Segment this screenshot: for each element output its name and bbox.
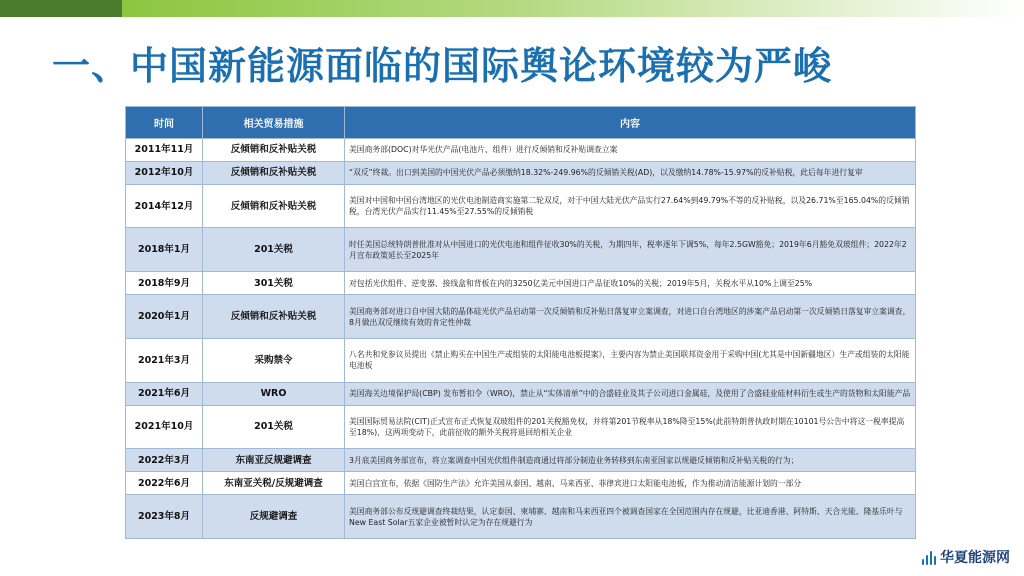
- row-content: “双反”终裁。出口到美国的中国光伏产品必须缴纳18.32%-249.96%的反倾销关税(AD)，以及缴纳14.78%-15.97%的反补贴税，此后每年进行复审: [345, 161, 916, 184]
- row-time: 2021年3月: [126, 338, 203, 382]
- table-row: [126, 449, 916, 472]
- header-measure: 相关贸易措施: [203, 107, 345, 139]
- row-time: 2012年10月: [126, 161, 203, 184]
- logo-signal-icon: [922, 549, 936, 565]
- row-content: 美国商务部公布反规避调查终裁结果，认定泰国、柬埔寨、越南和马来西亚四个被调查国家在全国范围内存在规避，比亚迪香港、阿特斯、天合光能、隆基乐叶与New East Solar五家企业被暂时认定为存在规避行为: [345, 495, 916, 539]
- top-accent-bar-gradient: [122, 0, 1024, 17]
- row-time: 2022年6月: [126, 472, 203, 495]
- table-row: [126, 405, 916, 449]
- row-content: 美国商务部对进口自中国大陆的晶体硅光伏产品启动第一次反倾销和反补贴日落复审立案调查，对进口自台湾地区的涉案产品启动第一次反倾销日落复审立案调查，8月做出双反继续有效的肯定性仲裁: [345, 295, 916, 339]
- row-measure: WRO: [203, 382, 345, 405]
- row-time: 2021年6月: [126, 382, 203, 405]
- row-content: 美国对中国和中国台湾地区的光伏电池制造商实施第二轮双反，对于中国大陆光伏产品实行27.64%到49.79%不等的反补贴税，以及26.71%至165.04%的反倾销税，台湾光伏产品实行11.45%至27.55%的反倾销税: [345, 184, 916, 228]
- table-row: [126, 382, 916, 405]
- row-measure: 采购禁令: [203, 338, 345, 382]
- row-content: 美国白宫宣布，依据《国防生产法》允许美国从泰国、越南、马来西亚、菲律宾进口太阳能电池板，作为推动清洁能源计划的一部分: [345, 472, 916, 495]
- table-row: [126, 161, 916, 184]
- table-row: [126, 228, 916, 272]
- table-row: [126, 472, 916, 495]
- slide-title: 一、中国新能源面临的国际舆论环境较为严峻: [52, 44, 833, 88]
- row-content: 美国商务部(DOC)对华光伏产品(电池片、组件）进行反倾销和反补贴调查立案: [345, 139, 916, 162]
- row-measure: 301关税: [203, 272, 345, 295]
- logo-text: 华夏能源网: [940, 550, 1010, 566]
- row-content: 对包括光伏组件、逆变器、接线盒和背板在内的3250亿美元中国进口产品征收10%的关税；2019年5月，关税水平从10%上调至25%: [345, 272, 916, 295]
- row-measure: 东南亚关税/反规避调查: [203, 472, 345, 495]
- row-measure: 反规避调查: [203, 495, 345, 539]
- row-measure: 201关税: [203, 228, 345, 272]
- table-header-row: [126, 107, 916, 139]
- table-row: [126, 295, 916, 339]
- trade-measures-table: [125, 106, 916, 539]
- header-time: 时间: [126, 107, 203, 139]
- row-time: 2021年10月: [126, 405, 203, 449]
- row-measure: 反倾销和反补贴关税: [203, 184, 345, 228]
- trade-measures-table-container: [125, 106, 915, 539]
- row-measure: 201关税: [203, 405, 345, 449]
- table-row: [126, 184, 916, 228]
- row-content: 3月底美国商务部宣布，将立案调查中国光伏组件制造商通过将部分制造业务转移到东南亚国家以规避反倾销和反补贴关税的行为；: [345, 449, 916, 472]
- row-time: 2018年9月: [126, 272, 203, 295]
- table-row: [126, 338, 916, 382]
- row-measure: 反倾销和反补贴关税: [203, 139, 345, 162]
- brand-logo: [922, 546, 1010, 568]
- table-row: [126, 139, 916, 162]
- row-time: 2018年1月: [126, 228, 203, 272]
- row-content: 美国海关边境保护局(CBP) 发布暂扣令（WRO)，禁止从“实体清单”中的合盛硅业及其子公司进口金属硅，及使用了合盛硅业硅材料衍生或生产的货物和太阳能产品: [345, 382, 916, 405]
- row-time: 2023年8月: [126, 495, 203, 539]
- row-time: 2022年3月: [126, 449, 203, 472]
- row-content: 时任美国总统特朗普批准对从中国进口的光伏电池和组件征收30%的关税，为期四年，税率逐年下调5%，每年2.5GW豁免；2019年6月豁免双玻组件；2022年2月宣布政策延长至2025年: [345, 228, 916, 272]
- row-time: 2011年11月: [126, 139, 203, 162]
- table-body: [126, 139, 916, 539]
- row-measure: 反倾销和反补贴关税: [203, 161, 345, 184]
- header-content: 内容: [345, 107, 916, 139]
- row-content: 八名共和党参议员提出《禁止购买在中国生产或组装的太阳能电池板提案》，主要内容为禁止美国联邦资金用于采购中国(尤其是中国新疆地区）生产或组装的太阳能电池板: [345, 338, 916, 382]
- top-accent-bar-dark: [0, 0, 122, 17]
- row-time: 2014年12月: [126, 184, 203, 228]
- row-measure: 反倾销和反补贴关税: [203, 295, 345, 339]
- row-measure: 东南亚反规避调查: [203, 449, 345, 472]
- row-content: 美国国际贸易法院(CIT)正式宣布正式恢复双玻组件的201关税豁免权，并将第201节税率从18%降至15%(此前特朗普执政时期在10101号公告中将这一税率提高至18%)，这两项变动下，此前征收的额外关税将退回给相关企业: [345, 405, 916, 449]
- table-row: [126, 272, 916, 295]
- table-row: [126, 495, 916, 539]
- row-time: 2020年1月: [126, 295, 203, 339]
